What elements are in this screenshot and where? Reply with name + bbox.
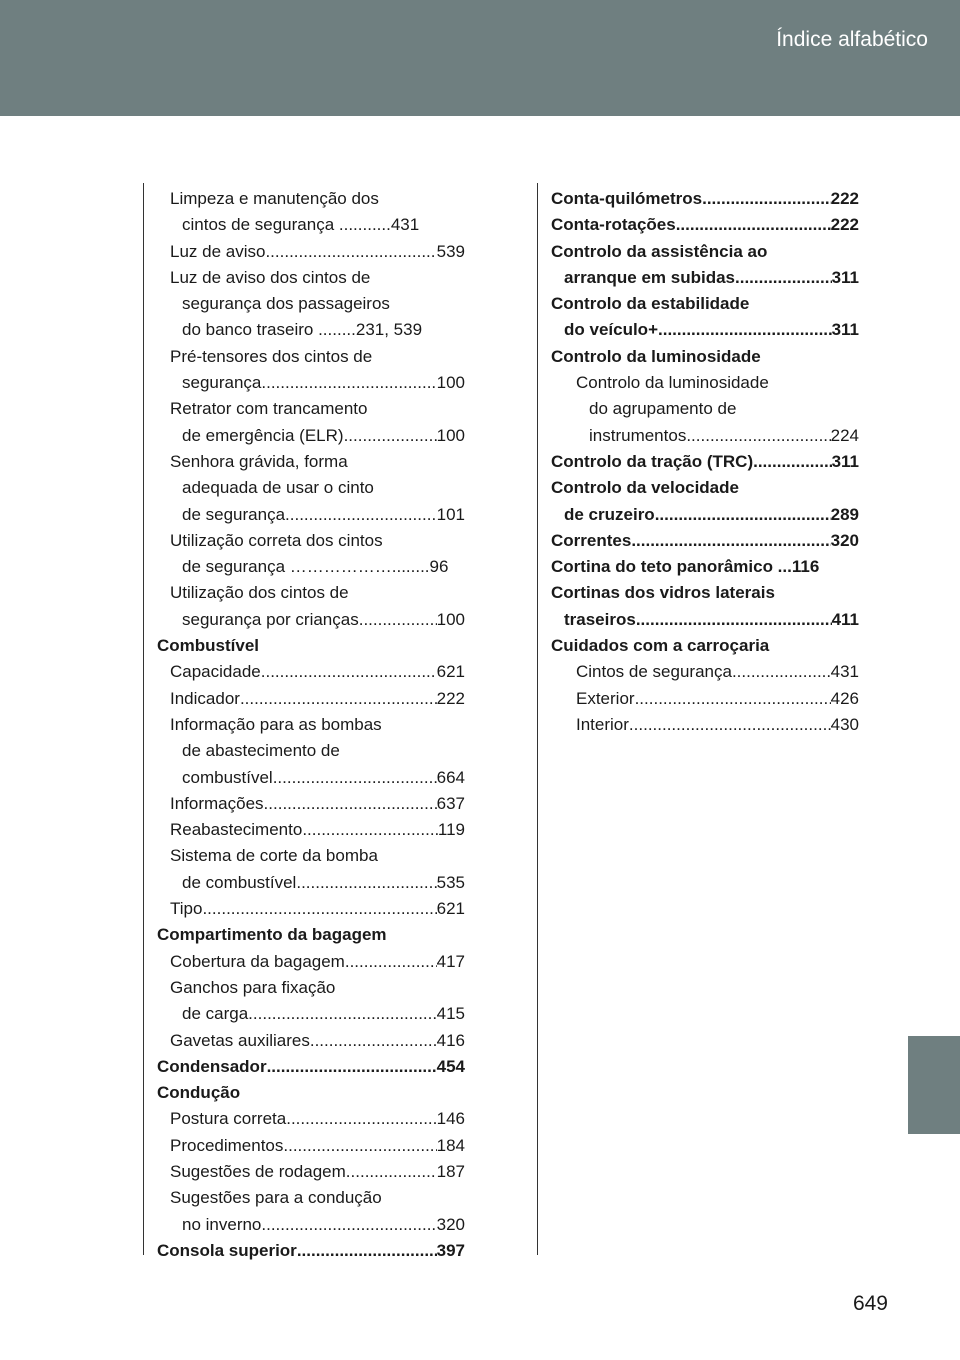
index-entry xyxy=(157,554,465,580)
index-entry xyxy=(551,712,859,738)
index-entry xyxy=(157,975,465,1001)
index-entry xyxy=(157,1028,465,1054)
index-entry xyxy=(551,423,859,449)
dot-leader xyxy=(345,949,437,975)
index-entry-text: Cobertura da bagagem xyxy=(170,951,345,971)
dot-leader xyxy=(629,712,831,738)
index-entry-page: 431 xyxy=(830,662,859,682)
index-entry xyxy=(157,1080,465,1106)
index-entry xyxy=(157,528,465,554)
index-entry-page: 539 xyxy=(436,241,465,261)
dot-leader xyxy=(261,659,437,685)
index-entry xyxy=(157,344,465,370)
index-entry xyxy=(551,212,859,238)
dot-leader xyxy=(676,212,831,238)
index-entry-text: Postura correta xyxy=(170,1109,287,1129)
index-entry xyxy=(157,502,465,528)
index-entry xyxy=(157,475,465,501)
dot-leader xyxy=(636,607,832,633)
dot-leader xyxy=(273,765,437,791)
index-entry-text: Conta-rotações xyxy=(551,215,676,235)
index-entry-page: 621 xyxy=(436,662,465,682)
dot-leader xyxy=(202,896,436,922)
dot-leader xyxy=(359,607,437,633)
index-entry-page: 397 xyxy=(436,1240,465,1260)
index-entry-page: 224 xyxy=(830,425,859,445)
index-entry-text: Exterior xyxy=(576,688,635,708)
index-entry xyxy=(551,265,859,291)
index-entry-page: 289 xyxy=(830,504,859,524)
index-entry-page: 187 xyxy=(436,1161,465,1181)
index-entry-text: do agrupamento de xyxy=(589,399,737,419)
index-entry xyxy=(157,738,465,764)
index-entry-text: Interior xyxy=(576,714,629,734)
index-entry-text: de segurança xyxy=(182,504,286,524)
index-entry xyxy=(157,1133,465,1159)
index-entry-text: de cruzeiro xyxy=(564,504,655,524)
index-entry xyxy=(157,607,465,633)
index-entry xyxy=(157,659,465,685)
index-entry xyxy=(157,686,465,712)
header-title: Índice alfabético xyxy=(776,28,928,51)
index-entry-text: Tipo xyxy=(170,899,203,919)
index-entry xyxy=(157,896,465,922)
dot-leader xyxy=(655,502,831,528)
index-entry xyxy=(551,291,859,317)
index-entry-text: Retrator com trancamento xyxy=(170,399,368,419)
index-entry-text: Utilização correta dos cintos xyxy=(170,530,383,550)
index-entry-text: traseiros xyxy=(564,609,636,629)
index-entry-text: Luz de aviso dos cintos de xyxy=(170,267,371,287)
index-entry-text: Consola superior xyxy=(157,1240,297,1260)
index-entry-text: Cuidados com a carroçaria xyxy=(551,636,770,656)
dot-leader xyxy=(346,1159,437,1185)
index-entry xyxy=(157,1054,465,1080)
index-entry-page: 621 xyxy=(436,899,465,919)
index-entry xyxy=(551,449,859,475)
index-entry-text: Controlo da assistência ao xyxy=(551,241,768,261)
index-entry xyxy=(551,528,859,554)
index-entry-text: de carga xyxy=(182,1004,249,1024)
index-entry xyxy=(157,1212,465,1238)
index-entry xyxy=(157,449,465,475)
dot-leader xyxy=(753,449,831,475)
dot-leader xyxy=(261,370,436,396)
index-entry-text: arranque em subidas xyxy=(564,267,736,287)
index-entry-page: 416 xyxy=(436,1030,465,1050)
index-entry-text: Cintos de segurança xyxy=(576,662,732,682)
index-entry xyxy=(157,1159,465,1185)
index-entry xyxy=(157,423,465,449)
index-entry xyxy=(157,843,465,869)
index-entry-text: Controlo da luminosidade xyxy=(551,346,761,366)
dot-leader xyxy=(344,423,437,449)
index-entry-text: Utilização dos cintos de xyxy=(170,583,349,603)
index-entry-text: de abastecimento de xyxy=(182,741,340,761)
dot-leader xyxy=(658,317,832,343)
index-entry-text: Combustível xyxy=(157,636,260,656)
index-entry xyxy=(157,1185,465,1211)
index-entry-page: 535 xyxy=(436,872,465,892)
index-entry-text: Senhora grávida, forma xyxy=(170,451,348,471)
index-entry-text: Procedimentos xyxy=(170,1135,284,1155)
index-entry-text: Informação para as bombas xyxy=(170,714,382,734)
index-entry xyxy=(551,396,859,422)
index-entry-text: combustível xyxy=(182,767,273,787)
index-entry-text: Condensador xyxy=(157,1056,267,1076)
index-entry xyxy=(157,922,465,948)
index-entry-page: 320 xyxy=(830,530,859,550)
index-entry-text: no inverno xyxy=(182,1214,262,1234)
index-entry xyxy=(157,633,465,659)
index-entry xyxy=(157,396,465,422)
index-entry xyxy=(157,1106,465,1132)
dot-leader xyxy=(631,528,830,554)
index-entry xyxy=(157,870,465,896)
index-entry-page: 100 xyxy=(436,425,465,445)
index-entry xyxy=(551,607,859,633)
dot-leader xyxy=(261,1212,436,1238)
index-entry-page: 426 xyxy=(830,688,859,708)
index-entry-page: 100 xyxy=(436,373,465,393)
index-entry xyxy=(551,344,859,370)
index-entry-text: Informações xyxy=(170,793,264,813)
index-entry-text: cintos de segurança ...........431 xyxy=(182,215,420,235)
right-column-rule xyxy=(537,183,538,1255)
dot-leader xyxy=(310,1028,437,1054)
index-entry-page: 454 xyxy=(436,1056,465,1076)
index-entry-text: Controlo da tração (TRC) xyxy=(551,451,754,471)
index-entry-text: segurança xyxy=(182,373,262,393)
index-entry-page: 311 xyxy=(831,267,859,287)
dot-leader xyxy=(735,265,832,291)
index-entry-text: do banco traseiro ........231, 539 xyxy=(182,320,423,340)
index-entry xyxy=(157,817,465,843)
index-entry xyxy=(551,239,859,265)
index-entry-page: 184 xyxy=(436,1135,465,1155)
index-entry xyxy=(551,659,859,685)
page-number: 649 xyxy=(852,1292,888,1315)
index-entry-text: Capacidade xyxy=(170,662,261,682)
dot-leader xyxy=(265,239,436,265)
index-entry xyxy=(157,291,465,317)
index-entry-page: 411 xyxy=(831,609,859,629)
index-entry-text: adequada de usar o cinto xyxy=(182,478,374,498)
index-entry-page: 311 xyxy=(831,320,859,340)
index-entry-text: Reabastecimento xyxy=(170,820,303,840)
index-entry xyxy=(157,791,465,817)
index-entry-page: 101 xyxy=(436,504,465,524)
dot-leader xyxy=(297,1238,437,1264)
index-entry-text: de segurança ………………........96 xyxy=(182,557,449,577)
dot-leader xyxy=(635,686,831,712)
index-entry-page: 417 xyxy=(436,951,465,971)
index-entry-text: Ganchos para fixação xyxy=(170,977,336,997)
dot-leader xyxy=(296,870,436,896)
index-entry xyxy=(157,265,465,291)
index-entry-page: 637 xyxy=(436,793,465,813)
index-entry-page: 430 xyxy=(830,714,859,734)
index-entry-page: 311 xyxy=(831,451,859,471)
index-entry xyxy=(157,1238,465,1264)
dot-leader xyxy=(264,791,437,817)
index-entry-text: Luz de aviso xyxy=(170,241,266,261)
dot-leader xyxy=(240,686,437,712)
index-entry xyxy=(157,712,465,738)
index-entry xyxy=(551,633,859,659)
index-entry xyxy=(157,1001,465,1027)
index-entry-text: Sistema de corte da bomba xyxy=(170,846,378,866)
index-entry-page: 222 xyxy=(436,688,465,708)
index-entry-page: 146 xyxy=(436,1109,465,1129)
index-entry xyxy=(551,186,859,212)
index-entry xyxy=(157,580,465,606)
index-entry-text: Sugestões para a condução xyxy=(170,1188,382,1208)
index-entry-text: Controlo da estabilidade xyxy=(551,294,750,314)
index-entry xyxy=(551,686,859,712)
index-entry xyxy=(551,370,859,396)
index-entry-text: segurança dos passageiros xyxy=(182,294,390,314)
index-entry xyxy=(551,554,859,580)
index-entry-page: 320 xyxy=(436,1214,465,1234)
dot-leader xyxy=(702,186,831,212)
index-entry xyxy=(551,475,859,501)
index-entry-text: Gavetas auxiliares xyxy=(170,1030,310,1050)
index-entry-text: Conta-quilómetros xyxy=(551,189,703,208)
index-entry xyxy=(157,370,465,396)
index-entry-text: Compartimento da bagagem xyxy=(157,925,387,945)
dot-leader xyxy=(286,1106,436,1132)
index-entry-text: Sugestões de rodagem xyxy=(170,1161,346,1181)
index-entry-text: Limpeza e manutenção dos xyxy=(170,189,379,208)
index-entry-page: 100 xyxy=(436,609,465,629)
dot-leader xyxy=(248,1001,436,1027)
index-entry-text: de emergência (ELR) xyxy=(182,425,344,445)
index-column-left xyxy=(157,186,465,1264)
index-entry-text: Condução xyxy=(157,1083,241,1103)
index-entry-page: 222 xyxy=(830,215,859,235)
index-entry-text: de combustível xyxy=(182,872,297,892)
index-entry xyxy=(551,580,859,606)
left-column-rule xyxy=(143,183,144,1255)
index-entry xyxy=(157,765,465,791)
dot-leader xyxy=(283,1133,436,1159)
index-entry xyxy=(551,317,859,343)
index-entry-page: 222 xyxy=(830,189,859,208)
index-entry-text: Correntes xyxy=(551,530,632,550)
dot-leader xyxy=(686,423,830,449)
dot-leader xyxy=(732,659,831,685)
index-entry-text: Indicador xyxy=(170,688,240,708)
index-entry xyxy=(157,212,465,238)
index-entry-text: Pré-tensores dos cintos de xyxy=(170,346,373,366)
dot-leader xyxy=(267,1054,437,1080)
dot-leader xyxy=(285,502,437,528)
index-entry-text: Cortina do teto panorâmico ...116 xyxy=(551,557,820,577)
index-entry xyxy=(157,949,465,975)
index-entry-text: Controlo da luminosidade xyxy=(576,373,769,393)
index-entry-text: do veículo+ xyxy=(564,320,658,340)
index-entry-page: 119 xyxy=(437,820,465,840)
index-entry-page: 664 xyxy=(436,767,465,787)
index-entry-text: Cortinas dos vidros laterais xyxy=(551,583,775,603)
index-entry-page: 415 xyxy=(436,1004,465,1024)
index-entry xyxy=(551,502,859,528)
index-entry-text: instrumentos xyxy=(589,425,687,445)
dot-leader xyxy=(302,817,438,843)
index-entry xyxy=(157,317,465,343)
header-bar xyxy=(0,0,960,116)
index-entry-text: Controlo da velocidade xyxy=(551,478,739,498)
index-entry xyxy=(157,186,465,212)
section-side-tab xyxy=(908,1036,960,1134)
index-column-right xyxy=(551,186,859,738)
index-entry-text: segurança por crianças xyxy=(182,609,359,629)
index-entry xyxy=(157,239,465,265)
